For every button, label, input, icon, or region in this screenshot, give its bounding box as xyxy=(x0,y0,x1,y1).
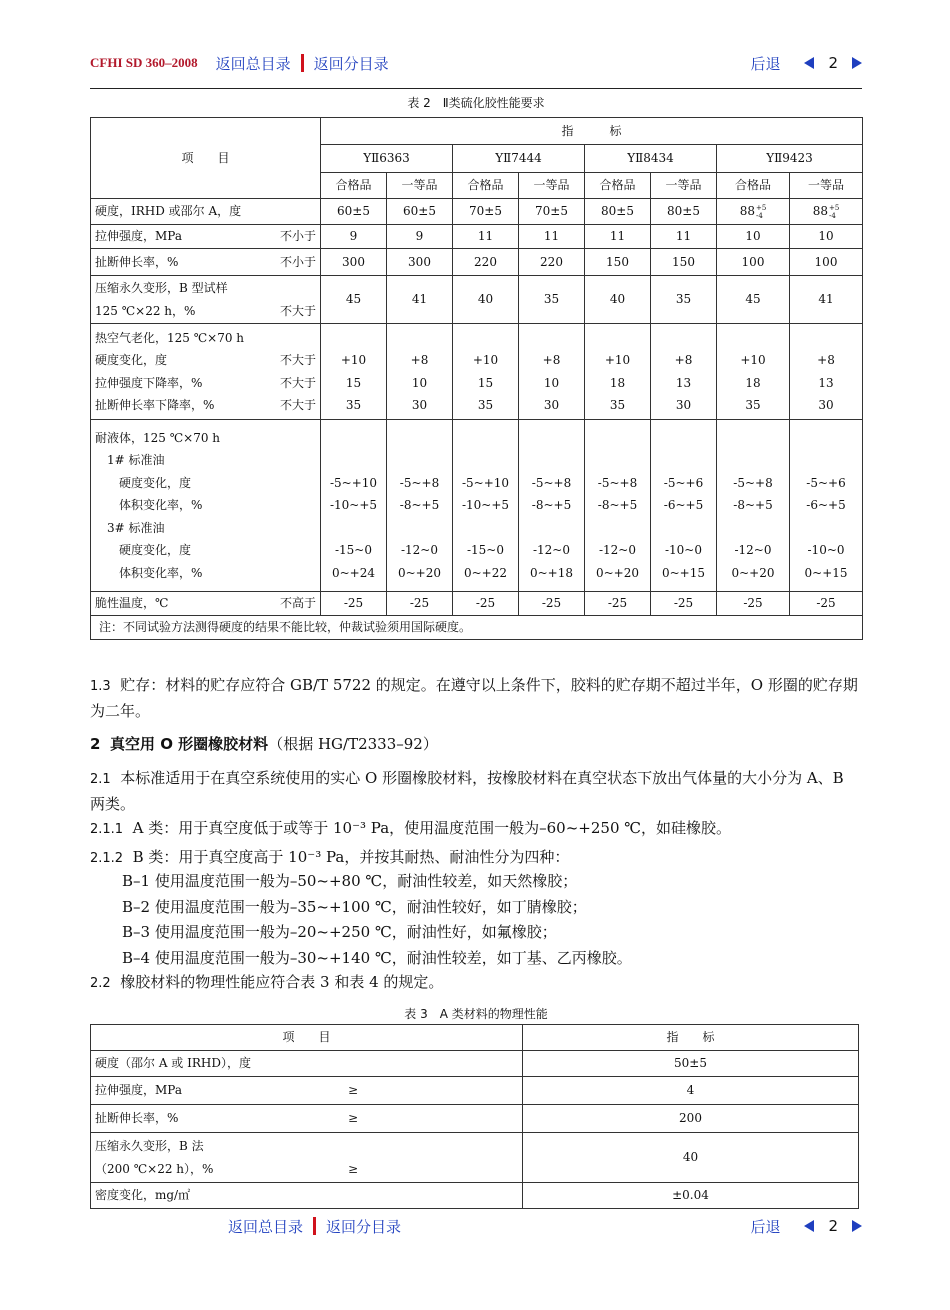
cell: 15 xyxy=(345,375,362,390)
cell: -12~0 xyxy=(598,543,636,558)
paragraph-2-1 xyxy=(90,766,862,816)
cell: 88 xyxy=(812,204,828,219)
cell: 35 xyxy=(477,398,494,412)
cell: 150 xyxy=(585,249,651,276)
cell: +10 xyxy=(472,353,499,367)
cell: -5~+8 xyxy=(597,475,638,490)
cell: -10~+5 xyxy=(329,498,378,513)
cell: 30 xyxy=(675,398,692,412)
row-cond: 不大于 xyxy=(279,398,316,412)
cell: -10~+5 xyxy=(461,498,510,513)
table-row xyxy=(91,592,863,616)
cell: -5~+10 xyxy=(329,475,378,490)
cell: 220 xyxy=(519,249,585,276)
table-row xyxy=(91,1051,859,1077)
grade-header: YⅡ7444 xyxy=(453,145,585,173)
cell: 9 xyxy=(387,225,453,249)
doc-id: CFHI SD 360–2008 xyxy=(90,55,198,70)
next-page-icon[interactable] xyxy=(852,1220,862,1232)
tol-plus: +5 xyxy=(828,203,840,212)
section-number: 2.1.2 xyxy=(90,851,124,866)
cell: -5~+8 xyxy=(399,475,440,490)
row-label: 脆性温度，℃ xyxy=(95,596,169,611)
paragraph-2-2 xyxy=(90,970,862,996)
row-label: 拉伸强度，MPa xyxy=(95,229,182,244)
paragraph-text: 本标准适用于在真空系统使用的实心 O 形圈橡胶材料，按橡胶材料在真空状态下放出气体量的大小分为 A、B 两类。 xyxy=(90,769,844,813)
row-label: 1# 标准油 xyxy=(107,453,165,468)
cell: -8~+5 xyxy=(399,498,440,513)
cell: 300 xyxy=(321,249,387,276)
cell: -25 xyxy=(519,592,585,616)
cell: 220 xyxy=(453,249,519,276)
row-cond: ≥ xyxy=(347,1083,358,1098)
cell: 0~+24 xyxy=(331,565,375,580)
tol-minus: -4 xyxy=(755,211,763,220)
cell: 35 xyxy=(609,398,626,412)
table-row xyxy=(91,249,863,276)
page-number: 2 xyxy=(828,1217,838,1235)
level-header: 一等品 xyxy=(651,173,717,199)
cell: 45 xyxy=(321,276,387,324)
page-number: 2 xyxy=(828,54,838,72)
cell: 70±5 xyxy=(453,199,519,225)
row-label: 硬度变化，度 xyxy=(119,543,192,558)
cell: +8 xyxy=(817,353,835,367)
cell: 30 xyxy=(543,398,560,412)
cell-tol xyxy=(717,199,790,225)
cell: -10~0 xyxy=(807,543,845,558)
cell: 40 xyxy=(453,276,519,324)
table-row xyxy=(91,1183,859,1209)
section-number: 2.2 xyxy=(90,976,111,991)
cell: -6~+5 xyxy=(663,498,704,513)
cell: ±0.04 xyxy=(523,1183,859,1209)
cell: 35 xyxy=(745,398,761,412)
table2 xyxy=(90,117,863,640)
row-label: 扯断伸长率，% xyxy=(95,1111,179,1126)
cell: +8 xyxy=(542,353,561,367)
cell: 11 xyxy=(453,225,519,249)
row-label: 硬度变化，度 xyxy=(95,353,168,367)
cell: -5~+8 xyxy=(733,475,773,490)
paragraph-text: A 类：用于真空度低于或等于 10⁻³ Pa，使用温度范围一般为–60~+250 ℃，如硅橡胶。 xyxy=(132,819,732,837)
row-cond: 不大于 xyxy=(279,353,316,367)
row-label: 拉伸强度，MPa xyxy=(95,1083,182,1098)
row-cond: 不高于 xyxy=(279,596,316,611)
cell: -12~0 xyxy=(532,543,570,558)
cell: -10~0 xyxy=(664,543,702,558)
cell: 10 xyxy=(790,225,863,249)
cell: 30 xyxy=(818,398,834,412)
section-number: 2 xyxy=(90,735,101,753)
cell: -5~+6 xyxy=(663,475,704,490)
cell: 13 xyxy=(675,375,692,390)
list-item: B–2 使用温度范围一般为–35~+100 ℃，耐油性较好，如丁腈橡胶； xyxy=(122,898,587,916)
cell: 50±5 xyxy=(523,1051,859,1077)
cell: 11 xyxy=(651,225,717,249)
link-sub-toc[interactable]: 返回分目录 xyxy=(313,54,389,73)
row-label: 压缩永久变形，B 型试样 xyxy=(95,281,228,295)
table-row xyxy=(91,324,863,420)
row-cond: 不大于 xyxy=(279,303,316,318)
row-cond xyxy=(358,1052,518,1075)
back-link[interactable]: 后退 xyxy=(750,1217,781,1236)
row-label: 密度变化，mg/㎡ xyxy=(91,1183,523,1209)
cell: 0~+18 xyxy=(529,565,573,580)
cell: 41 xyxy=(387,276,453,324)
tol-plus: +5 xyxy=(755,203,767,212)
prev-page-icon[interactable] xyxy=(804,57,814,69)
cell: 300 xyxy=(387,249,453,276)
cell: -12~0 xyxy=(734,543,772,558)
link-main-toc[interactable]: 返回总目录 xyxy=(215,54,291,73)
nav-separator xyxy=(313,1217,316,1235)
cell: +10 xyxy=(340,353,367,367)
cell: 4 xyxy=(523,1077,859,1105)
level-header: 合格品 xyxy=(717,173,790,199)
cell: -12~0 xyxy=(400,543,438,558)
section-number: 2.1 xyxy=(90,772,111,787)
cell: -15~0 xyxy=(466,543,504,558)
row-label: 扯断伸长率下降率，% xyxy=(95,398,215,412)
row-label: 扯断伸长率，% xyxy=(95,254,179,269)
row-label: 压缩永久变形，B 法 xyxy=(95,1139,204,1153)
section-2-heading xyxy=(90,732,862,756)
cell: 150 xyxy=(651,249,717,276)
level-header: 一等品 xyxy=(790,173,863,199)
table2-note: 注：不同试验方法测得硬度的结果不能比较，仲裁试验须用国际硬度。 xyxy=(91,616,863,640)
row-label: 体积变化率，% xyxy=(119,498,203,513)
cell: 200 xyxy=(523,1105,859,1133)
paragraph-2-1-1 xyxy=(90,816,862,842)
table-row xyxy=(91,1133,859,1183)
table-row xyxy=(91,1077,859,1105)
list-item: B–4 使用温度范围一般为–30~+140 ℃，耐油性较差，如丁基、乙丙橡胶。 xyxy=(122,949,632,967)
cell: 18 xyxy=(745,375,761,390)
link-main-toc[interactable]: 返回总目录 xyxy=(228,1217,304,1236)
cell: 60±5 xyxy=(321,199,387,225)
row-label: 3# 标准油 xyxy=(107,520,165,535)
cell: 0~+20 xyxy=(397,565,441,580)
paragraph-text: 橡胶材料的物理性能应符合表 3 和表 4 的规定。 xyxy=(120,973,444,991)
row-cond: 不大于 xyxy=(279,375,316,390)
cell: -5~+8 xyxy=(531,475,572,490)
cell: -5~+10 xyxy=(461,475,510,490)
paragraph-2-1-2 xyxy=(90,845,862,871)
nav-separator xyxy=(301,54,304,72)
cell: -8~+5 xyxy=(531,498,572,513)
cell: 0~+22 xyxy=(463,565,507,580)
cell: -25 xyxy=(387,592,453,616)
cell: +8 xyxy=(410,353,429,367)
row-label: 热空气老化，125 ℃×70 h xyxy=(95,330,245,345)
cell: -15~0 xyxy=(334,543,372,558)
cell: -8~+5 xyxy=(733,498,773,513)
table2-header-item: 项 目 xyxy=(91,118,321,199)
cell: 100 xyxy=(717,249,790,276)
link-sub-toc[interactable]: 返回分目录 xyxy=(326,1217,402,1236)
table-row xyxy=(91,420,863,592)
row-cond: 不小于 xyxy=(279,229,316,244)
list-item: B–3 使用温度范围一般为–20~+250 ℃，耐油性好，如氟橡胶； xyxy=(122,923,557,941)
cell: 10 xyxy=(717,225,790,249)
cell: 18 xyxy=(609,375,626,390)
row-label: 硬度，IRHD 或邵尔 A，度 xyxy=(91,199,321,225)
back-link[interactable]: 后退 xyxy=(750,54,781,73)
row-label: 硬度变化，度 xyxy=(119,475,192,490)
cell: 13 xyxy=(818,375,834,390)
tol-minus: -4 xyxy=(828,211,836,220)
cell: 100 xyxy=(790,249,863,276)
row-cond: ≥ xyxy=(347,1111,358,1126)
cell: +10 xyxy=(740,353,766,367)
grade-header: YⅡ6363 xyxy=(321,145,453,173)
row-label: 耐液体，125 ℃×70 h xyxy=(95,430,221,445)
cell: 70±5 xyxy=(519,199,585,225)
paragraph-text: B 类：用于真空度高于 10⁻³ Pa，并按其耐热、耐油性分为四种： xyxy=(132,848,570,866)
cell: 80±5 xyxy=(585,199,651,225)
cell: +10 xyxy=(604,353,631,367)
cell: 11 xyxy=(519,225,585,249)
row-cond: 不小于 xyxy=(279,254,316,269)
table3-header-index: 指 标 xyxy=(523,1025,859,1051)
grade-header: YⅡ9423 xyxy=(717,145,863,173)
cell-tol xyxy=(790,199,863,225)
grade-header: YⅡ8434 xyxy=(585,145,717,173)
paragraph-text: 贮存：材料的贮存应符合 GB/T 5722 的规定。在遵守以上条件下，胶料的贮存期不超过半年，O 形圈的贮存期为二年。 xyxy=(90,676,858,720)
cell: 35 xyxy=(651,276,717,324)
cell: 41 xyxy=(790,276,863,324)
level-header: 一等品 xyxy=(519,173,585,199)
header-rule xyxy=(90,88,862,89)
next-page-icon[interactable] xyxy=(852,57,862,69)
cell: -25 xyxy=(321,592,387,616)
cell: 30 xyxy=(411,398,428,412)
cell: 9 xyxy=(321,225,387,249)
table-row xyxy=(91,225,863,249)
top-nav xyxy=(90,50,862,76)
cell: +8 xyxy=(674,353,693,367)
table-row xyxy=(91,616,863,640)
cell: -25 xyxy=(651,592,717,616)
table3-caption: 表 3 A 类材料的物理性能 xyxy=(404,1007,548,1021)
cell: 10 xyxy=(543,375,560,390)
section-number: 1.3 xyxy=(90,679,111,694)
cell: 88 xyxy=(739,204,755,219)
cell: 10 xyxy=(411,375,428,390)
list-item: B–1 使用温度范围一般为–50~+80 ℃，耐油性较差，如天然橡胶； xyxy=(122,872,578,890)
cell: 80±5 xyxy=(651,199,717,225)
row-label: 硬度（邵尔 A 或 IRHD），度 xyxy=(95,1056,251,1071)
row-label: 125 ℃×22 h，% xyxy=(95,303,196,318)
table-row xyxy=(91,199,863,225)
table3-header-item: 项 目 xyxy=(91,1025,523,1051)
level-header: 合格品 xyxy=(585,173,651,199)
table2-header-index: 指 标 xyxy=(321,118,863,145)
table2-caption: 表 2 Ⅱ类硫化胶性能要求 xyxy=(407,96,545,110)
cell: 60±5 xyxy=(387,199,453,225)
cell: 0~+15 xyxy=(661,565,705,580)
cell: -25 xyxy=(717,592,790,616)
level-header: 合格品 xyxy=(453,173,519,199)
row-label: （200 ℃×22 h），% xyxy=(95,1161,214,1176)
section-number: 2.1.1 xyxy=(90,822,124,837)
paragraph-1-3 xyxy=(90,673,862,723)
row-cond: ≥ xyxy=(347,1161,358,1176)
table-row xyxy=(91,1105,859,1133)
level-header: 一等品 xyxy=(387,173,453,199)
cell: -25 xyxy=(790,592,863,616)
table-row xyxy=(91,276,863,324)
cell: 35 xyxy=(345,398,362,412)
cell: -25 xyxy=(585,592,651,616)
cell: -5~+6 xyxy=(806,475,846,490)
row-label: 拉伸强度下降率，% xyxy=(95,375,203,390)
prev-page-icon[interactable] xyxy=(804,1220,814,1232)
cell: -8~+5 xyxy=(597,498,638,513)
bottom-nav xyxy=(90,1213,862,1239)
cell: 40 xyxy=(523,1133,859,1183)
section-ref: （根据 HG/T2333–92） xyxy=(268,735,438,753)
cell: 0~+20 xyxy=(731,565,775,580)
table3 xyxy=(90,1024,859,1209)
cell: 0~+20 xyxy=(595,565,639,580)
cell: -25 xyxy=(453,592,519,616)
level-header: 合格品 xyxy=(321,173,387,199)
cell: 40 xyxy=(585,276,651,324)
section-title: 真空用 O 形圈橡胶材料 xyxy=(109,735,269,753)
cell: 15 xyxy=(477,375,494,390)
cell: -6~+5 xyxy=(806,498,846,513)
cell: 0~+15 xyxy=(804,565,848,580)
cell: 35 xyxy=(519,276,585,324)
cell: 11 xyxy=(585,225,651,249)
row-label: 体积变化率，% xyxy=(119,565,203,580)
cell: 45 xyxy=(717,276,790,324)
